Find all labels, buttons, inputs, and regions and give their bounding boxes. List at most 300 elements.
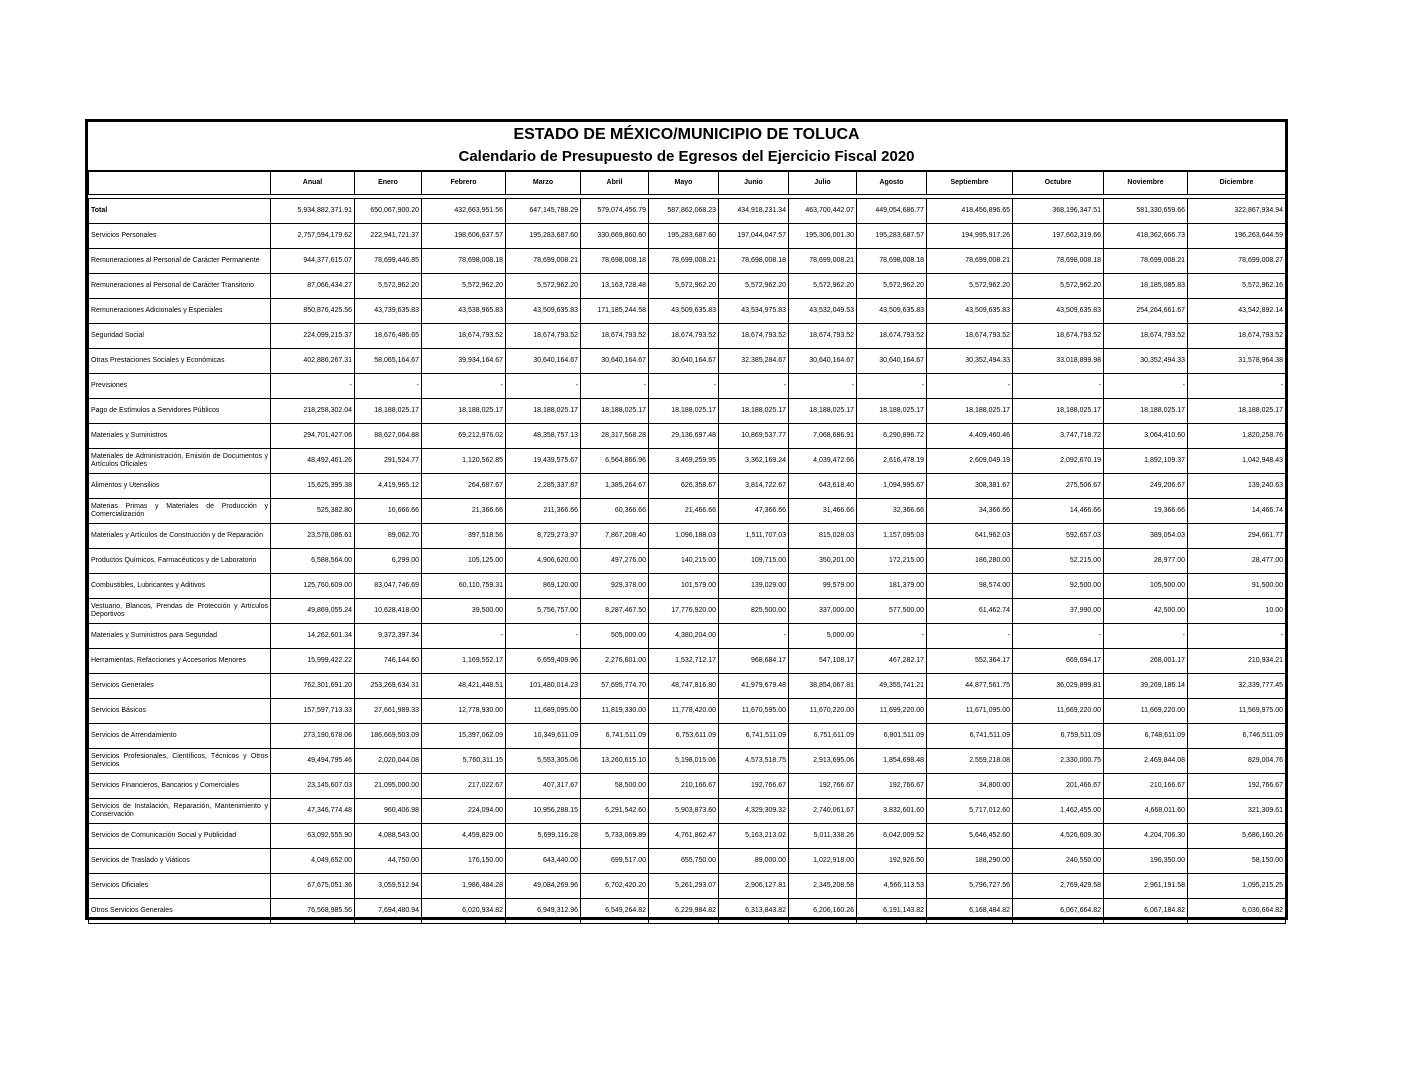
- cell-value: 172,215.00: [857, 549, 927, 574]
- cell-value: 4,329,309.32: [719, 799, 789, 824]
- row-label: Otras Prestaciones Sociales y Económicas: [89, 349, 271, 374]
- cell-value: 11,819,330.00: [581, 699, 649, 724]
- cell-value: 1,986,484.28: [422, 874, 506, 899]
- cell-value: 746,144.60: [355, 649, 422, 674]
- cell-value: 1,120,562.85: [422, 449, 506, 474]
- cell-value: 195,283,687.57: [857, 224, 927, 249]
- cell-value: -: [581, 374, 649, 399]
- cell-value: 211,366.66: [506, 499, 581, 524]
- cell-value: 39,934,164.67: [422, 349, 506, 374]
- cell-value: -: [271, 374, 355, 399]
- cell-value: 294,661.77: [1188, 524, 1286, 549]
- cell-value: 78,699,008.21: [927, 249, 1013, 274]
- table-row: [89, 324, 1286, 349]
- cell-value: 2,469,844.08: [1104, 749, 1188, 774]
- column-header: Febrero: [422, 171, 506, 195]
- cell-value: 192,766.67: [1188, 774, 1286, 799]
- column-header: Marzo: [506, 171, 581, 195]
- cell-value: 1,892,109.37: [1104, 449, 1188, 474]
- cell-value: 11,569,975.00: [1188, 699, 1286, 724]
- cell-value: 6,191,143.82: [857, 899, 927, 924]
- cell-value: 18,188,025.17: [1188, 399, 1286, 424]
- cell-value: 192,766.67: [719, 774, 789, 799]
- cell-value: 2,740,061.67: [789, 799, 857, 824]
- cell-value: -: [422, 374, 506, 399]
- cell-value: 78,699,446.85: [355, 249, 422, 274]
- cell-value: 249,206.67: [1104, 474, 1188, 499]
- table-header-row: [89, 171, 1286, 195]
- cell-value: 1,096,188.03: [649, 524, 719, 549]
- cell-value: 195,283,687.60: [506, 224, 581, 249]
- cell-value: 397,518.56: [422, 524, 506, 549]
- cell-value: 6,291,542.60: [581, 799, 649, 824]
- cell-value: 294,701,427.06: [271, 424, 355, 449]
- column-header: Mayo: [649, 171, 719, 195]
- cell-value: 78,699,008.21: [506, 249, 581, 274]
- cell-value: 57,695,774.70: [581, 674, 649, 699]
- column-header: Abril: [581, 171, 649, 195]
- cell-value: 3,059,512.94: [355, 874, 422, 899]
- cell-value: 1,532,712.17: [649, 649, 719, 674]
- cell-value: 2,285,337.87: [506, 474, 581, 499]
- cell-value: 240,550.00: [1013, 849, 1104, 874]
- cell-value: 10,349,611.09: [506, 724, 581, 749]
- table-row: [89, 574, 1286, 599]
- row-label: Servicios Oficiales: [89, 874, 271, 899]
- cell-value: 960,406.98: [355, 799, 422, 824]
- cell-value: 13,163,728.48: [581, 274, 649, 299]
- cell-value: 592,657.03: [1013, 524, 1104, 549]
- cell-value: -: [857, 624, 927, 649]
- cell-value: 105,125.00: [422, 549, 506, 574]
- cell-value: 195,306,001.30: [789, 224, 857, 249]
- cell-value: 389,054.03: [1104, 524, 1188, 549]
- table-row: [89, 474, 1286, 499]
- cell-value: 6,741,511.09: [581, 724, 649, 749]
- cell-value: 17,776,920.00: [649, 599, 719, 624]
- cell-value: 18,188,025.17: [1104, 399, 1188, 424]
- cell-value: 27,661,989.33: [355, 699, 422, 724]
- cell-value: 63,092,555.90: [271, 824, 355, 849]
- cell-value: 4,409,460.46: [927, 424, 1013, 449]
- cell-value: 6,741,511.09: [927, 724, 1013, 749]
- cell-value: 418,362,666.73: [1104, 224, 1188, 249]
- cell-value: 4,906,620.00: [506, 549, 581, 574]
- cell-value: 139,240.63: [1188, 474, 1286, 499]
- cell-value: 6,759,511.09: [1013, 724, 1104, 749]
- cell-value: 5,572,962.20: [422, 274, 506, 299]
- cell-value: 186,280.00: [927, 549, 1013, 574]
- cell-value: 11,669,220.00: [1104, 699, 1188, 724]
- cell-value: 944,377,615.07: [271, 249, 355, 274]
- cell-value: 4,526,609.30: [1013, 824, 1104, 849]
- cell-value: 186,669,503.09: [355, 724, 422, 749]
- table-row: [89, 699, 1286, 724]
- table-row: [89, 499, 1286, 524]
- cell-value: 78,698,008.18: [422, 249, 506, 274]
- cell-value: 48,421,448.51: [422, 674, 506, 699]
- cell-value: 30,640,164.67: [649, 349, 719, 374]
- cell-value: 28,317,568.28: [581, 424, 649, 449]
- cell-value: 30,640,164.67: [857, 349, 927, 374]
- cell-value: 15,999,422.22: [271, 649, 355, 674]
- cell-value: -: [1013, 624, 1104, 649]
- cell-value: 88,627,064.88: [355, 424, 422, 449]
- cell-value: 36,029,899.81: [1013, 674, 1104, 699]
- cell-value: 7,867,208.40: [581, 524, 649, 549]
- table-row: [89, 674, 1286, 699]
- cell-value: 5,572,962.20: [857, 274, 927, 299]
- row-label: Servicios de Arrendamiento: [89, 724, 271, 749]
- cell-value: 581,330,659.66: [1104, 199, 1188, 224]
- cell-value: 7,694,480.94: [355, 899, 422, 924]
- cell-value: 92,500.00: [1013, 574, 1104, 599]
- table-row: [89, 274, 1286, 299]
- cell-value: 6,290,896.72: [857, 424, 927, 449]
- cell-value: 4,668,011.60: [1104, 799, 1188, 824]
- cell-value: 1,095,215.25: [1188, 874, 1286, 899]
- cell-value: 4,204,706.30: [1104, 824, 1188, 849]
- cell-value: 39,500.00: [422, 599, 506, 624]
- cell-value: 647,145,788.29: [506, 199, 581, 224]
- cell-value: 194,995,917.26: [927, 224, 1013, 249]
- cell-value: 30,640,164.67: [506, 349, 581, 374]
- cell-value: 18,674,793.52: [581, 324, 649, 349]
- cell-value: 254,264,661.67: [1104, 299, 1188, 324]
- cell-value: 18,674,793.52: [1188, 324, 1286, 349]
- column-header: Octubre: [1013, 171, 1104, 195]
- cell-value: 52,215.00: [1013, 549, 1104, 574]
- cell-value: 1,820,258.76: [1188, 424, 1286, 449]
- cell-value: 669,694.17: [1013, 649, 1104, 674]
- cell-value: 18,188,025.17: [857, 399, 927, 424]
- cell-value: 18,674,793.52: [422, 324, 506, 349]
- table-row: [89, 424, 1286, 449]
- cell-value: 18,188,025.17: [789, 399, 857, 424]
- cell-value: 4,039,472.66: [789, 449, 857, 474]
- cell-value: 850,876,425.56: [271, 299, 355, 324]
- cell-value: 18,188,025.17: [422, 399, 506, 424]
- cell-value: 626,358.67: [649, 474, 719, 499]
- cell-value: 78,698,008.18: [581, 249, 649, 274]
- cell-value: 58,150.00: [1188, 849, 1286, 874]
- cell-value: 579,074,456.79: [581, 199, 649, 224]
- cell-value: 4,459,829.00: [422, 824, 506, 849]
- cell-value: 4,049,652.00: [271, 849, 355, 874]
- cell-value: 13,260,615.10: [581, 749, 649, 774]
- cell-value: -: [649, 374, 719, 399]
- row-label: Servicios Generales: [89, 674, 271, 699]
- cell-value: 18,674,793.52: [857, 324, 927, 349]
- cell-value: 3,064,410.60: [1104, 424, 1188, 449]
- cell-value: 467,282.17: [857, 649, 927, 674]
- cell-value: 195,283,687.60: [649, 224, 719, 249]
- cell-value: 5,760,311.15: [422, 749, 506, 774]
- cell-value: 5,011,338.26: [789, 824, 857, 849]
- cell-value: 43,739,635.83: [355, 299, 422, 324]
- cell-value: 99,579.00: [789, 574, 857, 599]
- cell-value: 43,542,892.14: [1188, 299, 1286, 324]
- cell-value: 78,699,008.21: [649, 249, 719, 274]
- cell-value: 34,800.00: [927, 774, 1013, 799]
- cell-value: 2,559,218.08: [927, 749, 1013, 774]
- cell-value: 18,674,793.52: [649, 324, 719, 349]
- cell-value: 2,092,670.19: [1013, 449, 1104, 474]
- column-header: Septiembre: [927, 171, 1013, 195]
- cell-value: 275,506.67: [1013, 474, 1104, 499]
- cell-value: 23,578,086.61: [271, 524, 355, 549]
- cell-value: 34,366.66: [927, 499, 1013, 524]
- cell-value: 11,699,220.00: [857, 699, 927, 724]
- cell-value: 3,832,601.60: [857, 799, 927, 824]
- cell-value: 14,466.66: [1013, 499, 1104, 524]
- cell-value: 224,099,215.37: [271, 324, 355, 349]
- cell-value: 432,663,951.56: [422, 199, 506, 224]
- table-row: [89, 349, 1286, 374]
- table-row: [89, 849, 1286, 874]
- cell-value: 5,572,962.20: [355, 274, 422, 299]
- header-cell-empty: [89, 171, 271, 195]
- cell-value: 76,568,985.56: [271, 899, 355, 924]
- cell-value: 6,067,664.82: [1013, 899, 1104, 924]
- cell-value: -: [506, 374, 581, 399]
- cell-value: 14,466.74: [1188, 499, 1286, 524]
- row-label: Pago de Estímulos a Servidores Públicos: [89, 399, 271, 424]
- cell-value: 552,364.17: [927, 649, 1013, 674]
- cell-value: 210,166.67: [1104, 774, 1188, 799]
- cell-value: 89,062.70: [355, 524, 422, 549]
- cell-value: 402,886,267.31: [271, 349, 355, 374]
- cell-value: 6,067,184.82: [1104, 899, 1188, 924]
- cell-value: 6,036,664.82: [1188, 899, 1286, 924]
- cell-value: 157,597,713.33: [271, 699, 355, 724]
- cell-value: 21,466.66: [649, 499, 719, 524]
- cell-value: 16,666.66: [355, 499, 422, 524]
- cell-value: 39,269,186.14: [1104, 674, 1188, 699]
- cell-value: 8,287,467.50: [581, 599, 649, 624]
- cell-value: 929,378.00: [581, 574, 649, 599]
- cell-value: 197,662,319.66: [1013, 224, 1104, 249]
- cell-value: 1,094,995.67: [857, 474, 927, 499]
- cell-value: 18,674,793.52: [789, 324, 857, 349]
- cell-value: 825,500.00: [719, 599, 789, 624]
- cell-value: 125,760,609.00: [271, 574, 355, 599]
- cell-value: 6,702,420.20: [581, 874, 649, 899]
- cell-value: 69,212,976.02: [422, 424, 506, 449]
- cell-value: 6,588,564.00: [271, 549, 355, 574]
- cell-value: 6,748,611.09: [1104, 724, 1188, 749]
- cell-value: 291,524.77: [355, 449, 422, 474]
- row-label: Materiales y Artículos de Construcción y de Reparación: [89, 524, 271, 549]
- cell-value: 18,188,025.17: [719, 399, 789, 424]
- cell-value: 15,625,395.38: [271, 474, 355, 499]
- cell-value: 43,509,635.83: [927, 299, 1013, 324]
- cell-value: 1,385,264.67: [581, 474, 649, 499]
- cell-value: 497,276.00: [581, 549, 649, 574]
- cell-value: 6,801,511.09: [857, 724, 927, 749]
- cell-value: 5,261,293.07: [649, 874, 719, 899]
- row-label: Total: [89, 199, 271, 224]
- cell-value: 210,166.67: [649, 774, 719, 799]
- row-label: Materiales y Suministros para Seguridad: [89, 624, 271, 649]
- cell-value: 3,362,169.24: [719, 449, 789, 474]
- cell-value: 192,766.67: [857, 774, 927, 799]
- cell-value: 2,757,594,179.62: [271, 224, 355, 249]
- cell-value: -: [719, 624, 789, 649]
- cell-value: 5,903,873.60: [649, 799, 719, 824]
- cell-value: 49,494,795.46: [271, 749, 355, 774]
- cell-value: 10,956,288.15: [506, 799, 581, 824]
- cell-value: 139,029.00: [719, 574, 789, 599]
- cell-value: 1,854,698.48: [857, 749, 927, 774]
- cell-value: 2,769,429.58: [1013, 874, 1104, 899]
- row-label: Remuneraciones al Personal de Carácter Permanente: [89, 249, 271, 274]
- column-header: Julio: [789, 171, 857, 195]
- cell-value: 6,751,611.09: [789, 724, 857, 749]
- row-label: Seguridad Social: [89, 324, 271, 349]
- budget-document: [85, 119, 1288, 920]
- column-header: Noviembre: [1104, 171, 1188, 195]
- cell-value: 47,346,774.48: [271, 799, 355, 824]
- cell-value: 5,198,015.06: [649, 749, 719, 774]
- cell-value: 6,206,160.26: [789, 899, 857, 924]
- cell-value: 643,618.40: [789, 474, 857, 499]
- cell-value: 176,150.00: [422, 849, 506, 874]
- cell-value: 7,068,686.91: [789, 424, 857, 449]
- cell-value: 101,480,014.23: [506, 674, 581, 699]
- cell-value: 2,961,191.58: [1104, 874, 1188, 899]
- row-label: Combustibles, Lubricantes y Aditivos: [89, 574, 271, 599]
- cell-value: 699,517.00: [581, 849, 649, 874]
- table-row: [89, 649, 1286, 674]
- cell-value: 196,263,644.59: [1188, 224, 1286, 249]
- cell-value: 1,022,918.00: [789, 849, 857, 874]
- cell-value: 43,532,049.53: [789, 299, 857, 324]
- cell-value: 2,906,127.81: [719, 874, 789, 899]
- cell-value: 29,136,697.48: [649, 424, 719, 449]
- cell-value: 1,157,095.03: [857, 524, 927, 549]
- cell-value: 5,934,882,371.91: [271, 199, 355, 224]
- cell-value: 449,054,686.77: [857, 199, 927, 224]
- cell-value: 18,188,025.17: [355, 399, 422, 424]
- cell-value: 38,854,067.81: [789, 674, 857, 699]
- column-header: Enero: [355, 171, 422, 195]
- cell-value: 587,862,068.23: [649, 199, 719, 224]
- cell-value: 15,397,062.09: [422, 724, 506, 749]
- cell-value: 49,869,055.24: [271, 599, 355, 624]
- cell-value: 5,572,962.16: [1188, 274, 1286, 299]
- cell-value: 2,913,695.06: [789, 749, 857, 774]
- cell-value: 19,366.66: [1104, 499, 1188, 524]
- table-row: [89, 624, 1286, 649]
- table-row: [89, 874, 1286, 899]
- cell-value: 33,018,899.98: [1013, 349, 1104, 374]
- cell-value: 418,456,896.65: [927, 199, 1013, 224]
- cell-value: 32,366.66: [857, 499, 927, 524]
- cell-value: 5,572,962.20: [1013, 274, 1104, 299]
- cell-value: 188,290.00: [927, 849, 1013, 874]
- cell-value: 4,380,204.00: [649, 624, 719, 649]
- row-label: Servicios de Instalación, Reparación, Mantenimiento y Conservación: [89, 799, 271, 824]
- cell-value: 547,108.17: [789, 649, 857, 674]
- row-label: Servicios de Comunicación Social y Publicidad: [89, 824, 271, 849]
- cell-value: 47,366.66: [719, 499, 789, 524]
- cell-value: 6,020,934.82: [422, 899, 506, 924]
- cell-value: 87,066,434.27: [271, 274, 355, 299]
- cell-value: 11,670,220.00: [789, 699, 857, 724]
- cell-value: 43,538,965.83: [422, 299, 506, 324]
- cell-value: 1,042,948.43: [1188, 449, 1286, 474]
- cell-value: 21,366.66: [422, 499, 506, 524]
- cell-value: 28,977.00: [1104, 549, 1188, 574]
- cell-value: 30,352,494.33: [1104, 349, 1188, 374]
- cell-value: 44,877,561.75: [927, 674, 1013, 699]
- table-row: [89, 449, 1286, 474]
- cell-value: 58,065,164.67: [355, 349, 422, 374]
- cell-value: 11,689,095.00: [506, 699, 581, 724]
- cell-value: 11,670,595.00: [719, 699, 789, 724]
- cell-value: 18,674,793.52: [719, 324, 789, 349]
- row-label: Servicios de Traslado y Viáticos: [89, 849, 271, 874]
- cell-value: -: [1104, 374, 1188, 399]
- cell-value: 32,385,284.67: [719, 349, 789, 374]
- cell-value: 67,675,051.36: [271, 874, 355, 899]
- cell-value: -: [927, 374, 1013, 399]
- cell-value: 23,145,607.03: [271, 774, 355, 799]
- cell-value: 18,188,025.17: [927, 399, 1013, 424]
- cell-value: 6,168,484.82: [927, 899, 1013, 924]
- cell-value: 268,001.17: [1104, 649, 1188, 674]
- row-label: Remuneraciones al Personal de Carácter Transitorio: [89, 274, 271, 299]
- cell-value: 5,572,962.20: [506, 274, 581, 299]
- cell-value: 18,188,025.17: [581, 399, 649, 424]
- cell-value: 89,000.00: [719, 849, 789, 874]
- cell-value: 58,500.00: [581, 774, 649, 799]
- cell-value: 44,750.00: [355, 849, 422, 874]
- cell-value: 5,686,160.26: [1188, 824, 1286, 849]
- cell-value: -: [422, 624, 506, 649]
- cell-value: 197,044,047.57: [719, 224, 789, 249]
- cell-value: -: [789, 374, 857, 399]
- cell-value: 6,746,511.09: [1188, 724, 1286, 749]
- cell-value: 21,095,000.00: [355, 774, 422, 799]
- cell-value: 91,500.00: [1188, 574, 1286, 599]
- document-title: ESTADO DE MÉXICO/MUNICIPIO DE TOLUCA: [513, 126, 860, 143]
- cell-value: 78,699,008.21: [789, 249, 857, 274]
- cell-value: 78,699,008.27: [1188, 249, 1286, 274]
- cell-value: 463,700,442.07: [789, 199, 857, 224]
- cell-value: 643,440.00: [506, 849, 581, 874]
- cell-value: 43,509,635.83: [649, 299, 719, 324]
- cell-value: 218,258,302.04: [271, 399, 355, 424]
- cell-value: 5,646,452.60: [927, 824, 1013, 849]
- table-row: [89, 299, 1286, 324]
- cell-value: 83,047,746.69: [355, 574, 422, 599]
- cell-value: 6,741,511.09: [719, 724, 789, 749]
- cell-value: 43,509,635.83: [857, 299, 927, 324]
- cell-value: 4,419,965.12: [355, 474, 422, 499]
- table-row: [89, 549, 1286, 574]
- cell-value: 78,698,008.18: [1013, 249, 1104, 274]
- cell-value: 5,553,305.06: [506, 749, 581, 774]
- cell-value: 198,606,637.57: [422, 224, 506, 249]
- row-label: Servicios Personales: [89, 224, 271, 249]
- row-label: Herramientas, Refacciones y Accesorios Menores: [89, 649, 271, 674]
- row-label: Servicios Financieros, Bancarios y Comerciales: [89, 774, 271, 799]
- cell-value: 48,747,816.80: [649, 674, 719, 699]
- cell-value: 43,509,635.83: [1013, 299, 1104, 324]
- cell-value: 2,276,601.00: [581, 649, 649, 674]
